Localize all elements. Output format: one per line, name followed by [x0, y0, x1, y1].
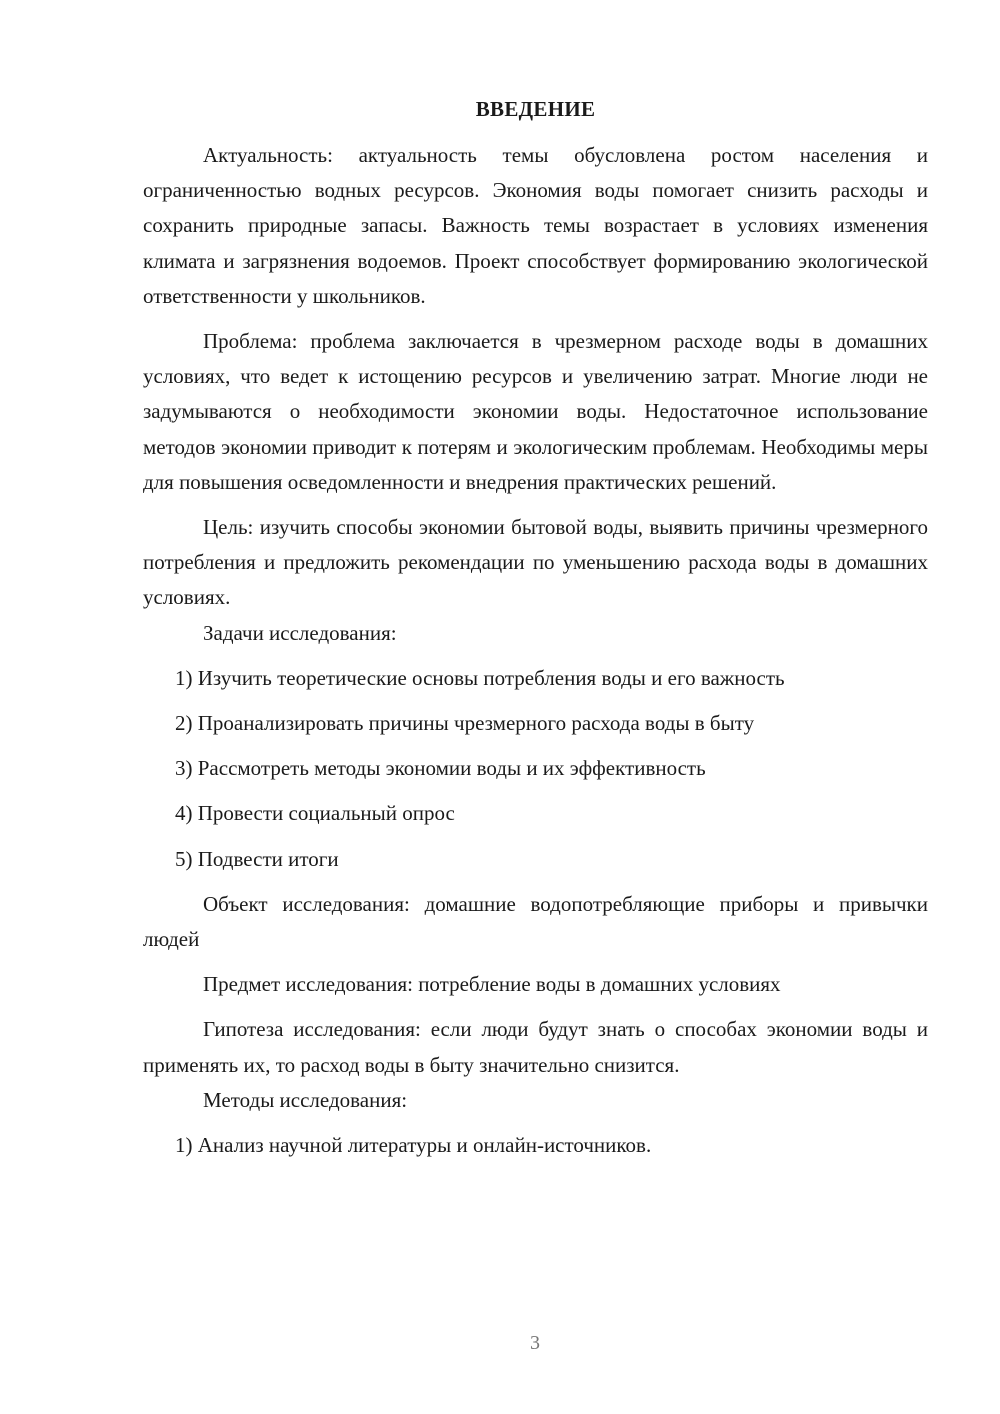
problem-paragraph: Проблема: проблема заключается в чрезмерном расходе воды в домашних условиях, что ведет к истощению ресурсов и увеличению затрат. Многие люди не задумываются о необходимости экономии воды. Недостаточное использование методов экономии приводит к потерям и экологическим проблемам. Необходимы меры для повышения осведомленности и внедрения практических решений.	[143, 329, 928, 494]
methods-heading: Методы исследования:	[203, 1087, 408, 1112]
page-number: 3	[530, 1332, 540, 1354]
relevance-paragraph: Актуальность: актуальность темы обусловлена ростом населения и ограниченностью водных ресурсов. Экономия воды помогает снизить расходы и сохранить природные запасы. Важность темы возрастает в условиях изменения климата и загрязнения водоемов. Проект способствует формированию экологической ответственности у школьников.	[143, 143, 928, 308]
list-item: 1) Изучить теоретические основы потребления воды и его важность	[175, 665, 785, 690]
page-title: ВВЕДЕНИЕ	[475, 97, 596, 121]
subject-paragraph: Предмет исследования: потребление воды в домашних условиях	[203, 972, 781, 997]
object-paragraph: Объект исследования: домашние водопотребляющие приборы и привычки людей	[143, 891, 928, 952]
list-item: 5) Подвести итоги	[175, 846, 339, 871]
goal-paragraph: Цель: изучить способы экономии бытовой воды, выявить причины чрезмерного потребления и предложить рекомендации по уменьшению расхода воды в домашних условиях.	[143, 515, 928, 610]
list-item: 3) Рассмотреть методы экономии воды и их эффективность	[175, 756, 706, 781]
hypothesis-paragraph: Гипотеза исследования: если люди будут знать о способах экономии воды и применять их, то расход воды в быту значительно снизится.	[143, 1017, 928, 1077]
list-item: 2) Проанализировать причины чрезмерного расхода воды в быту	[175, 711, 755, 736]
tasks-list	[143, 661, 928, 877]
tasks-heading: Задачи исследования:	[203, 620, 397, 645]
document-page	[143, 92, 928, 1163]
list-item: 4) Провести социальный опрос	[175, 801, 455, 826]
list-item: 1) Анализ научной литературы и онлайн-источников.	[175, 1133, 652, 1158]
methods-list	[143, 1128, 928, 1163]
